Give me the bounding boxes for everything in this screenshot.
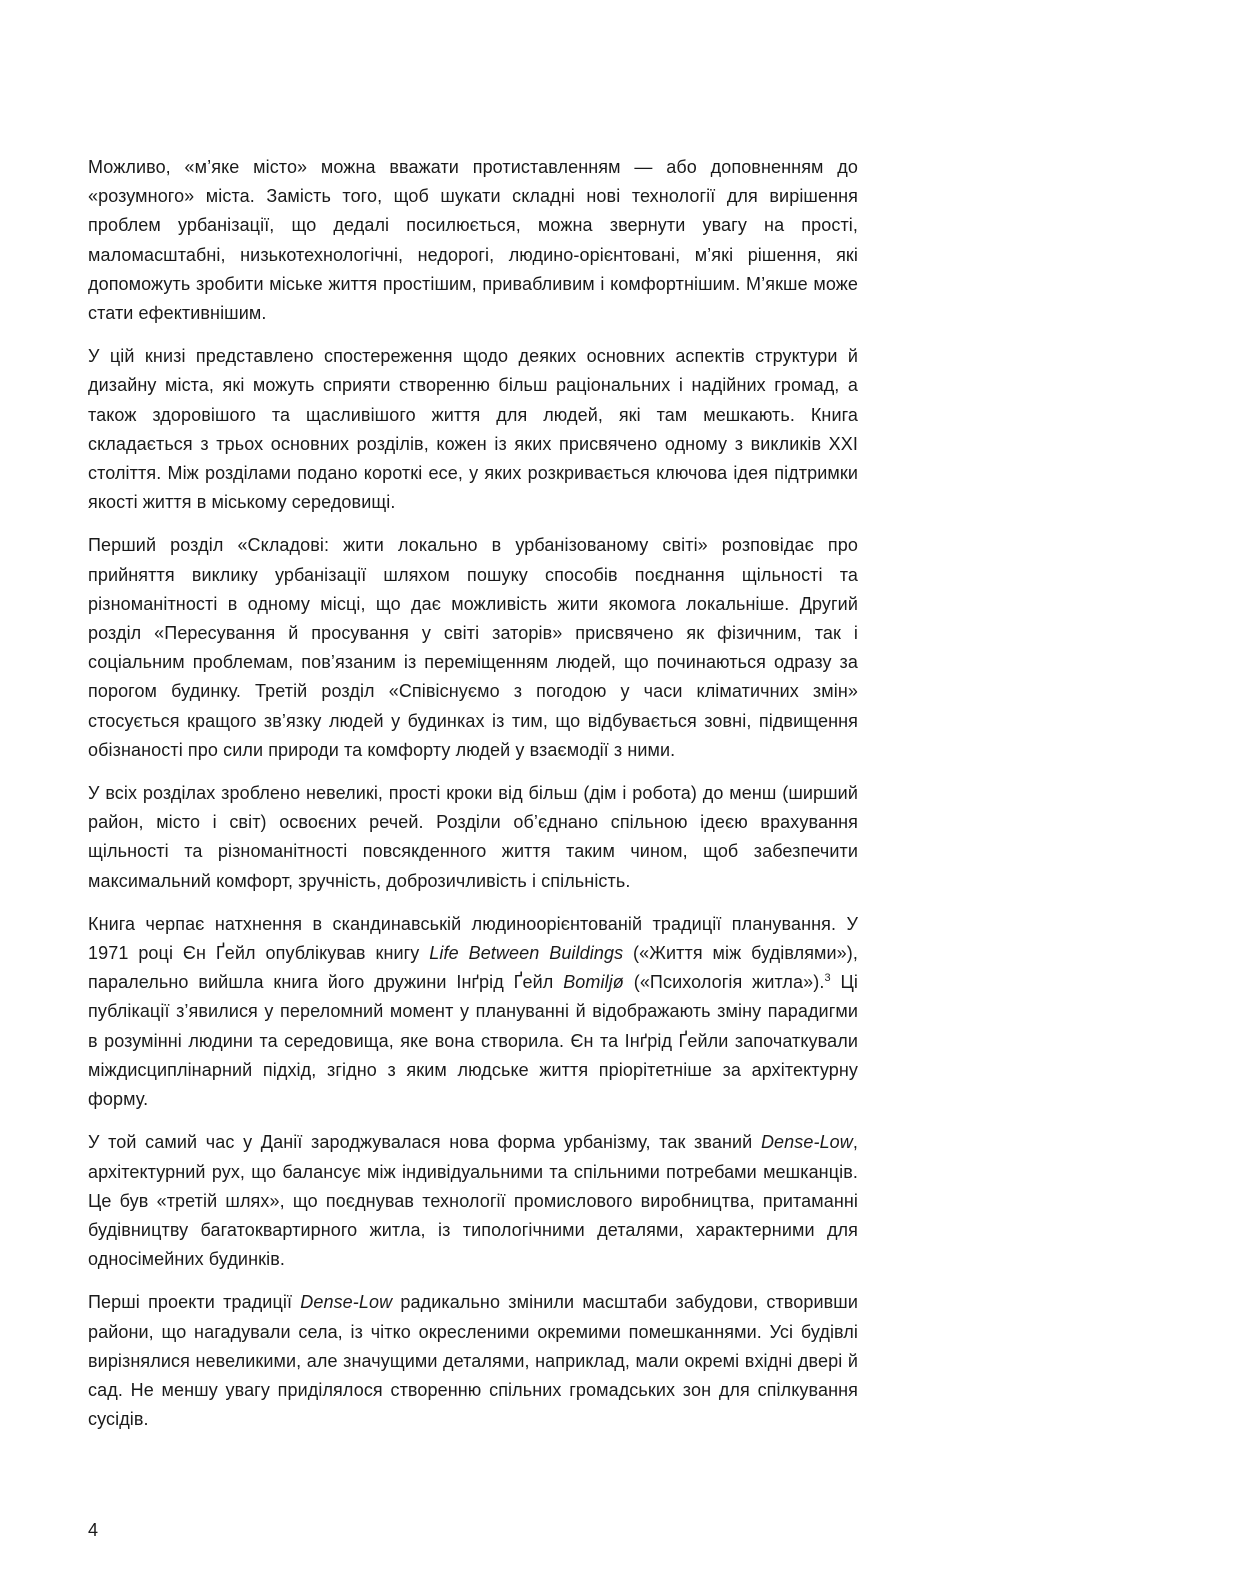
body-paragraph bbox=[88, 1128, 858, 1274]
text-run: радикально змінили масштаби забудови, створивши райони, що нагадували села, із чітко окресленими окремими помешканнями. Усі будівлі вирізнялися невеликими, але значущими деталями, наприклад, мали окремі вхідні двері й сад. Не меншу увагу приділялося створенню спільних громадських зон для спілкування сусідів. bbox=[88, 1292, 858, 1430]
italic-title: Bomiljø bbox=[563, 972, 624, 993]
text-run: Перший розділ «Складові: жити локально в урбанізованому світі» розповідає про прийняття виклику урбанізації шляхом пошуку способів поєднання щільності та різноманітності в одному місці, що дає можливість жити якомога локальніше. Другий розділ «Пересування й просування у світі заторів» присвячено як фізичним, так і соціальним проблемам, пов’язаним із переміщенням людей, що починаються одразу за порогом будинку. Третій розділ «Співіснуємо з погодою у часи кліматичних змін» стосується кращого зв’язку людей у будинках із тим, що відбувається зовні, підвищення обізнаності про сили природи та комфорту людей у взаємодії з ними. bbox=[88, 535, 858, 760]
text-run: Книга черпає натхнення в скандинавській людиноорієнтованій традиції планування. У 1971 році Єн Ґейл опублікував книгу bbox=[88, 913, 858, 964]
page-body bbox=[88, 153, 858, 1448]
body-paragraph bbox=[88, 153, 858, 328]
text-run: («Психологія житла»). bbox=[623, 972, 825, 993]
body-paragraph bbox=[88, 779, 858, 896]
text-run: У всіх розділах зроблено невеликі, прості кроки від більш (дім і робота) до менш (ширший район, місто і світ) освоєних речей. Розділи об’єднано спільною ідеєю врахування щільності та різноманітності повсякденного життя таким чином, щоб забезпечити максимальний комфорт, зручність, доброзичливість і спільність. bbox=[88, 783, 858, 891]
text-run: («Життя між будівлями»), паралельно вийшла книга його дружини Інґрід Ґейл bbox=[88, 943, 858, 993]
body-paragraph bbox=[88, 342, 858, 517]
text-run: Ці публікації з’явилися у переломний момент у плануванні й відображають зміну парадигми в розумінні людини та середовища, яке вона створила. Єн та Інґрід Ґейли започаткували міждисциплінарний підхід, згідно з яким людське життя пріорітетніше за архітектурну форму. bbox=[88, 972, 859, 1110]
body-paragraph bbox=[88, 1288, 858, 1434]
body-paragraph bbox=[88, 910, 858, 1114]
italic-title: Dense-Low bbox=[760, 1132, 853, 1153]
text-run: Перші проекти традиції bbox=[88, 1292, 301, 1313]
text-run: , архітектурний рух, що балансує між індивідуальними та спільними потребами мешканців. Це був «третій шлях», що поєднував технології промислового виробництва, притаманні будівництву багатоквартирного житла, із типологічними деталями, характерними для односімейних будинків. bbox=[88, 1132, 858, 1270]
text-run: Можливо, «м’яке місто» можна вважати протиставленням — або доповненням до «розумного» міста. Замість того, щоб шукати складні нові технології для вирішення проблем урбанізації, що дедалі посилюється, можна звернути увагу на прості, маломасштабні, низькотехнологічні, недорогі, людино-орієнтовані, м’які рішення, які допоможуть зробити міське життя простішим, привабливим і комфортнішим. М’якше може стати ефективнішим. bbox=[88, 157, 858, 324]
text-run: У той самий час у Данії зароджувалася нова форма урбанізму, так званий bbox=[88, 1132, 761, 1153]
text-run: У цій книзі представлено спостереження щодо деяких основних аспектів структури й дизайну міста, які можуть сприяти створенню більш раціональних і надійних громад, а також здоровішого та щасливішого життя для людей, які там мешкають. Книга складається з трьох основних розділів, кожен із яких присвячено одному з викликів XXI століття. Між розділами подано короткі есе, у яких розкривається ключова ідея підтримки якості життя в міському середовищі. bbox=[88, 346, 858, 513]
body-paragraph bbox=[88, 531, 858, 765]
italic-title: Dense-Low bbox=[300, 1292, 393, 1313]
page-number: 4 bbox=[88, 1520, 99, 1540]
footnote-ref: 3 bbox=[824, 972, 831, 985]
italic-title: Life Between Buildings bbox=[429, 943, 624, 964]
